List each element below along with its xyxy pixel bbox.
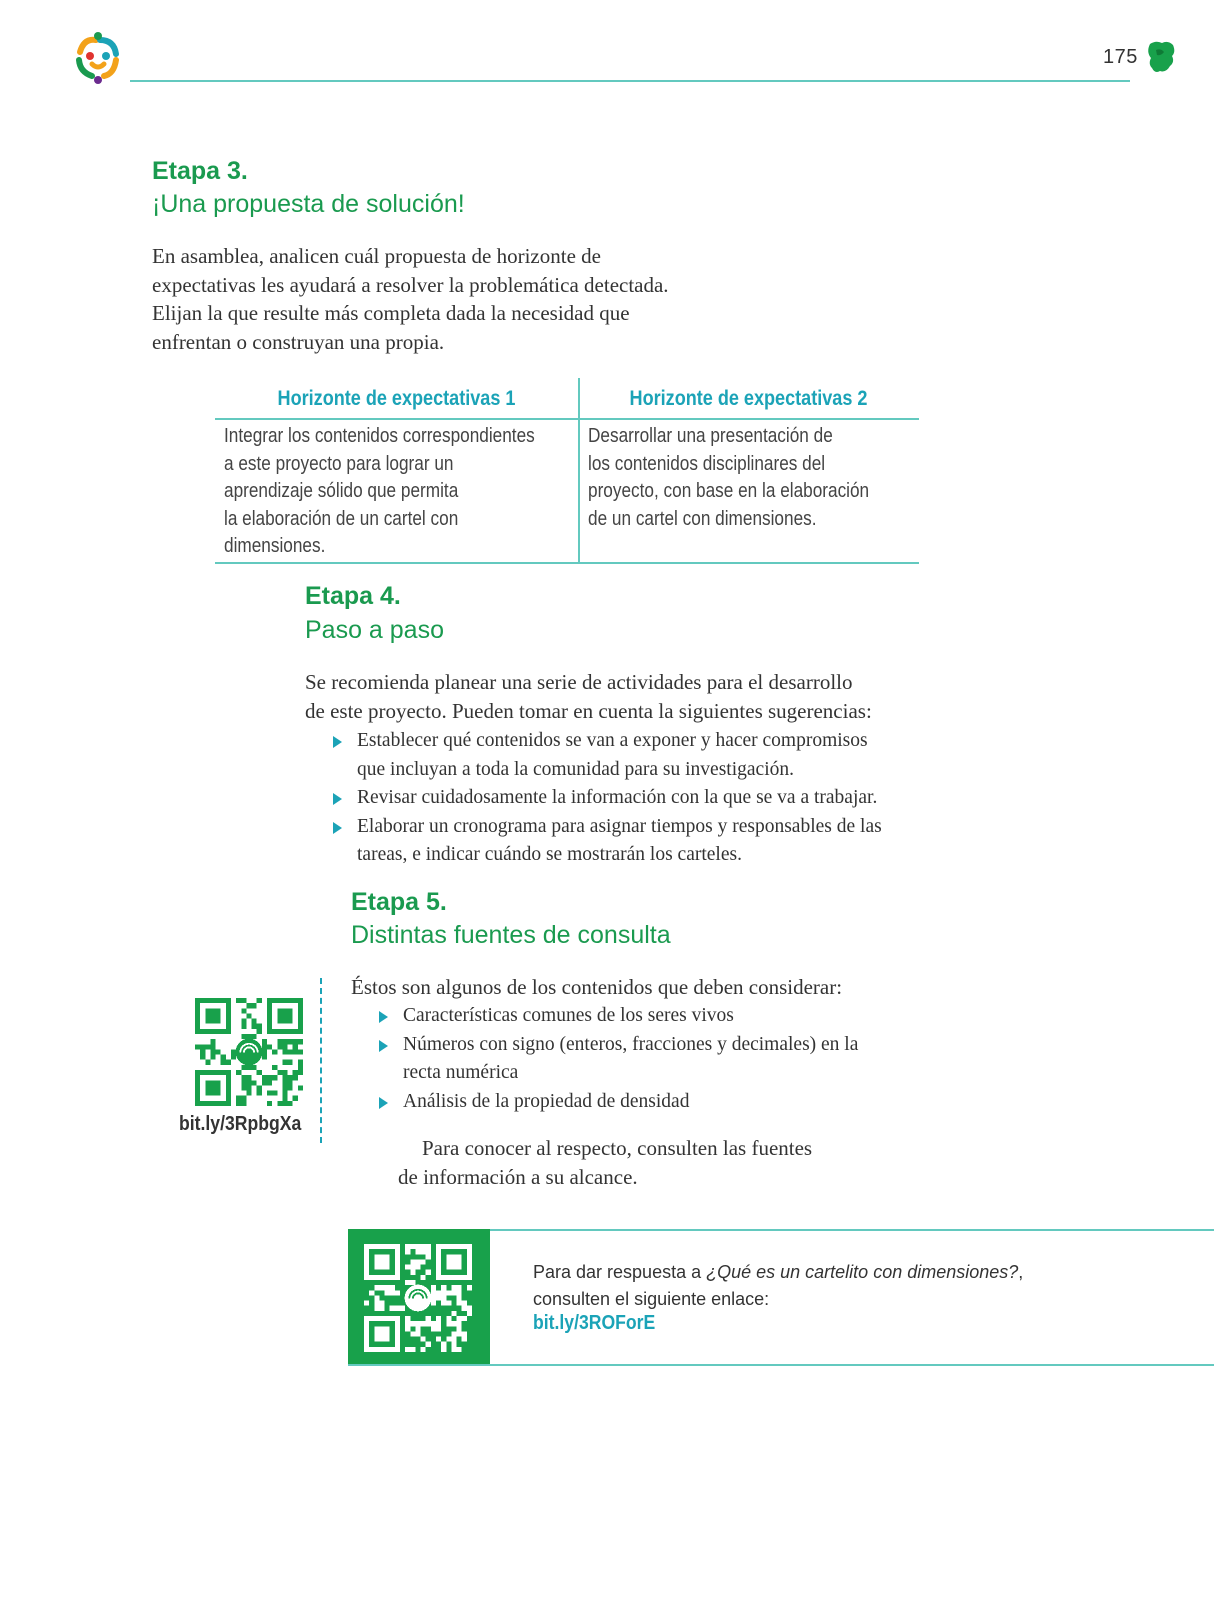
link-box-suffix: ,	[1018, 1262, 1024, 1282]
etapa5-subtitle: Distintas fuentes de consulta	[351, 921, 671, 949]
dashed-divider	[320, 978, 322, 1143]
paragraph-line: enfrentan o construyan una propia.	[152, 329, 445, 354]
table-divider	[215, 562, 919, 564]
bullet-triangle-icon	[379, 1011, 388, 1023]
header-rule	[130, 80, 1130, 82]
list-item	[333, 727, 882, 784]
cell-line: aprendizaje sólido que permita	[224, 480, 459, 502]
qr-code-icon[interactable]	[364, 1244, 472, 1352]
list-item-line: Números con signo (enteros, fracciones y decimales) en la	[403, 1033, 859, 1055]
cell-line: proyecto, con base en la elaboración	[588, 480, 870, 502]
paragraph-line: de información a su alcance.	[398, 1164, 638, 1189]
link-box-prefix: Para dar respuesta a	[533, 1262, 707, 1282]
list-item	[333, 784, 882, 813]
list-item-line: Revisar cuidadosamente la información con la que se va a trabajar.	[357, 787, 878, 808]
list-item-line: Elaborar un cronograma para asignar tiempos y responsables de las	[357, 815, 882, 837]
link-box	[348, 1229, 1214, 1366]
etapa4-subtitle: Paso a paso	[305, 616, 444, 644]
bullet-triangle-icon	[333, 793, 342, 805]
table-cell-2	[588, 423, 869, 533]
paragraph-line: Para conocer al respecto, consulten las fuentes	[422, 1136, 813, 1160]
link-box-url[interactable]: bit.ly/3ROForE	[533, 1312, 656, 1334]
link-box-question: ¿Qué es un cartelito con dimensiones?	[706, 1262, 1019, 1282]
table-header-2: Horizonte de expectativas 2	[629, 387, 868, 410]
list-item	[379, 1088, 858, 1117]
etapa4-title: Etapa 4.	[305, 582, 401, 610]
qr-link[interactable]: bit.ly/3RpbgXa	[179, 1113, 302, 1135]
list-item	[379, 1031, 858, 1088]
bullet-triangle-icon	[379, 1040, 388, 1052]
paragraph-line: En asamblea, analicen cuál propuesta de horizonte de	[152, 244, 601, 268]
paragraph-line: Elijan la que resulte más completa dada la necesidad que	[152, 301, 630, 325]
list-item-line: recta numérica	[403, 1062, 519, 1083]
cell-line: de un cartel con dimensiones.	[588, 507, 817, 530]
paragraph-line: Se recomienda planear una serie de actividades para el desarrollo	[305, 670, 853, 694]
bullet-triangle-icon	[333, 736, 342, 748]
qr-panel	[348, 1229, 490, 1366]
etapa5-bullet-list	[379, 1002, 858, 1116]
bullet-triangle-icon	[333, 822, 342, 834]
bullet-triangle-icon	[379, 1097, 388, 1109]
box-rule	[348, 1364, 1214, 1366]
expectations-table	[215, 378, 919, 564]
etapa5-title: Etapa 5.	[351, 888, 447, 916]
cell-line: Integrar los contenidos correspondientes	[224, 425, 535, 447]
link-box-line	[533, 1259, 1023, 1286]
list-item-line: Análisis de la propiedad de densidad	[403, 1090, 690, 1112]
etapa5-intro: Éstos son algunos de los contenidos que deben considerar:	[351, 975, 843, 999]
etapa3-paragraph	[152, 242, 669, 356]
table-divider	[578, 378, 580, 564]
list-item-line: que incluyan a toda la comunidad para su investigación.	[357, 758, 794, 780]
cell-line: dimensiones.	[224, 535, 326, 557]
cell-line: Desarrollar una presentación de	[588, 425, 833, 447]
list-item	[379, 1002, 858, 1031]
etapa5-closing	[398, 1134, 812, 1191]
link-box-text	[533, 1259, 1023, 1313]
cell-line: los contenidos disciplinares del	[588, 452, 826, 475]
etapa3-subtitle: ¡Una propuesta de solución!	[152, 190, 465, 218]
list-item-line: Características comunes de los seres vivos	[403, 1005, 734, 1026]
link-box-line: consulten el siguiente enlace:	[533, 1289, 770, 1309]
table-cell-1	[224, 423, 535, 561]
list-item	[333, 813, 882, 870]
paragraph-line: de este proyecto. Pueden tomar en cuenta la siguientes sugerencias:	[305, 698, 872, 723]
qr-code-icon[interactable]	[195, 998, 303, 1106]
etapa4-bullet-list	[333, 727, 882, 870]
etapa3-title: Etapa 3.	[152, 157, 248, 185]
table-divider	[215, 418, 919, 420]
page-number: 175	[1103, 46, 1138, 68]
table-header-1: Horizonte de expectativas 1	[277, 387, 516, 410]
paragraph-line: expectativas les ayudará a resolver la problemática detectada.	[152, 272, 669, 297]
list-item-line: tareas, e indicar cuándo se mostrarán los carteles.	[357, 844, 742, 865]
people-circle-logo-icon	[70, 30, 126, 86]
cell-line: la elaboración de un cartel con	[224, 507, 459, 530]
cell-line: a este proyecto para lograr un	[224, 452, 454, 475]
list-item-line: Establecer qué contenidos se van a exponer y hacer compromisos	[357, 730, 868, 751]
etapa4-paragraph	[305, 668, 872, 725]
green-blob-icon	[1146, 40, 1176, 74]
